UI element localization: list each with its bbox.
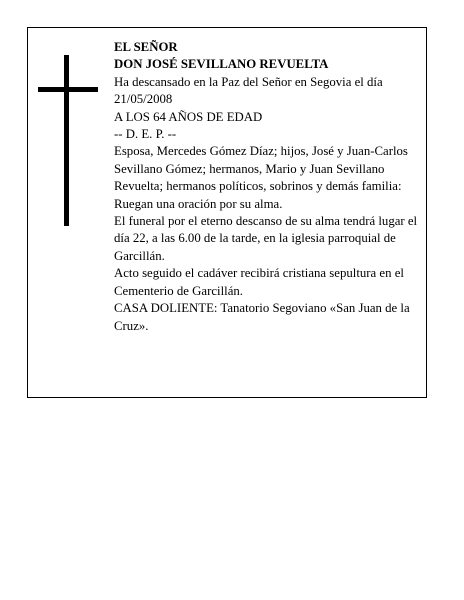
obituary-text (114, 39, 423, 335)
rested-statement: Ha descansado en la Paz del Señor en Segovia el día 21/05/2008 (114, 74, 383, 107)
rip-line: -- D. E. P. -- (114, 127, 177, 142)
obituary-notice (27, 27, 427, 398)
burial-details: Acto seguido el cadáver recibirá cristiana sepultura en el Cementerio de Garcillán. (114, 266, 404, 298)
cross-icon (38, 55, 98, 226)
cross-vertical-bar (64, 55, 69, 226)
family-list: Esposa, Mercedes Gómez Díaz; hijos, José y Juan-Carlos Sevillano Gómez; hermanos, Mario y Juan Sevillano Revuelta; hermanos políticos, sobrinos y demás familia: (114, 144, 408, 194)
mourning-house: CASA DOLIENTE: Tanatorio Segoviano «San Juan de la Cruz». (114, 301, 410, 333)
funeral-details: El funeral por el eterno descanso de su alma tendrá lugar el día 22, a las 6.00 de la tarde, en la iglesia parroquial de Garcillán. (114, 214, 418, 263)
deceased-name: DON JOSÉ SEVILLANO REVUELTA (114, 57, 329, 72)
age-statement: A LOS 64 AÑOS DE EDAD (114, 109, 263, 124)
prayer-request: Ruegan una oración por su alma. (114, 196, 283, 211)
obituary-heading: EL SEÑOR (114, 40, 178, 54)
cross-horizontal-bar (38, 87, 98, 92)
